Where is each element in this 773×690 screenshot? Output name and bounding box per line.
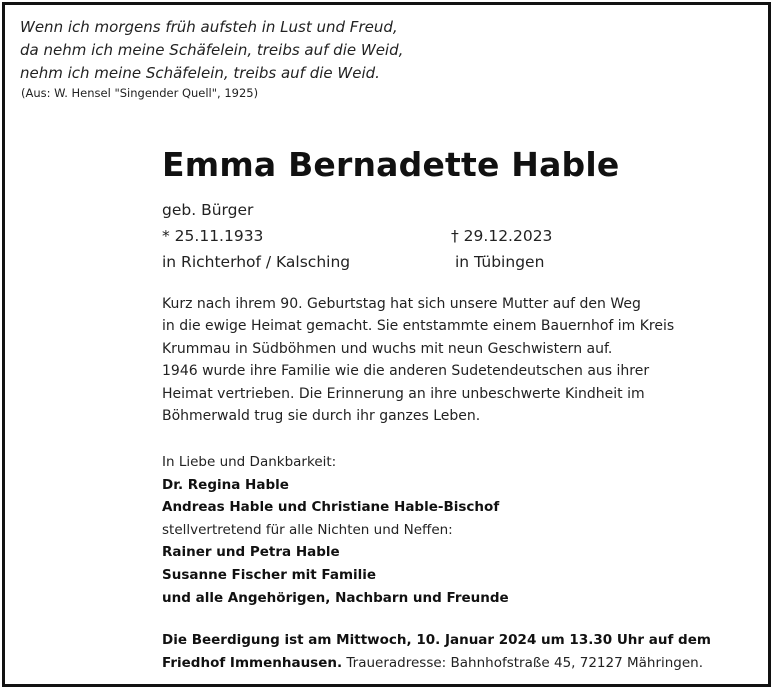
mourner-name: Dr. Regina Hable [162, 476, 289, 493]
mourner-name: und alle Angehörigen, Nachbarn und Freunde [162, 589, 509, 606]
paragraph-line: Böhmerwald trug sie durch ihr ganzes Leben. [162, 408, 481, 425]
cemetery-name: Friedhof Immenhausen. [162, 655, 343, 671]
mourner-name: Rainer und Petra Hable [162, 544, 340, 561]
paragraph-line: in die ewige Heimat gemacht. Sie entstammte einem Bauernhof im Kreis [162, 318, 675, 335]
paragraph-line: Heimat vertrieben. Die Erinnerung an ihre unbeschwerte Kindheit im [162, 385, 645, 402]
maiden-name: geb. Bürger [162, 201, 254, 219]
quote-line: Wenn ich morgens früh aufsteh in Lust und Freud, [20, 18, 398, 36]
death-place: in Tübingen [455, 253, 545, 271]
mourners-intro: In Liebe und Dankbarkeit: [162, 454, 337, 470]
quote-line: da nehm ich meine Schäfelein, treibs auf die Weid, [20, 41, 404, 59]
mourning-address: Traueradresse: Bahnhofstraße 45, 72127 Mähringen. [342, 655, 704, 671]
obituary-frame [2, 2, 771, 687]
places-row [162, 249, 545, 275]
quote-source: (Aus: W. Hensel "Singender Quell", 1925) [21, 86, 259, 100]
mourner-name: Andreas Hable und Christiane Hable-Bischof [162, 499, 500, 516]
paragraph-line: Kurz nach ihrem 90. Geburtstag hat sich unsere Mutter auf den Weg [162, 296, 641, 312]
biography-paragraph [162, 293, 674, 427]
quote-line: nehm ich meine Schäfelein, treibs auf die Weid. [20, 64, 380, 82]
funeral-date-line: Die Beerdigung ist am Mittwoch, 10. Januar 2024 um 13.30 Uhr auf dem [162, 632, 711, 648]
birth-place: in Richterhof / Kalsching [162, 253, 351, 271]
deceased-name: Emma Bernadette Hable [162, 145, 620, 184]
funeral-address-line [162, 652, 711, 675]
life-details [162, 197, 553, 275]
mourners-list [162, 451, 509, 609]
paragraph-line: 1946 wurde ihre Familie wie die anderen Sudetendeutschen aus ihrer [162, 363, 650, 380]
paragraph-line: Krummau in Südböhmen und wuchs mit neun Geschwistern auf. [162, 340, 613, 357]
funeral-notice [162, 629, 711, 675]
death-date: † 29.12.2023 [451, 227, 553, 245]
maiden-name-row [162, 197, 350, 223]
birth-date: * 25.11.1933 [162, 227, 264, 245]
mourner-name: Susanne Fischer mit Familie [162, 566, 377, 583]
dates-row [162, 223, 553, 249]
mourners-note: stellvertretend für alle Nichten und Neffen: [162, 521, 453, 538]
poem-quote [20, 16, 403, 102]
